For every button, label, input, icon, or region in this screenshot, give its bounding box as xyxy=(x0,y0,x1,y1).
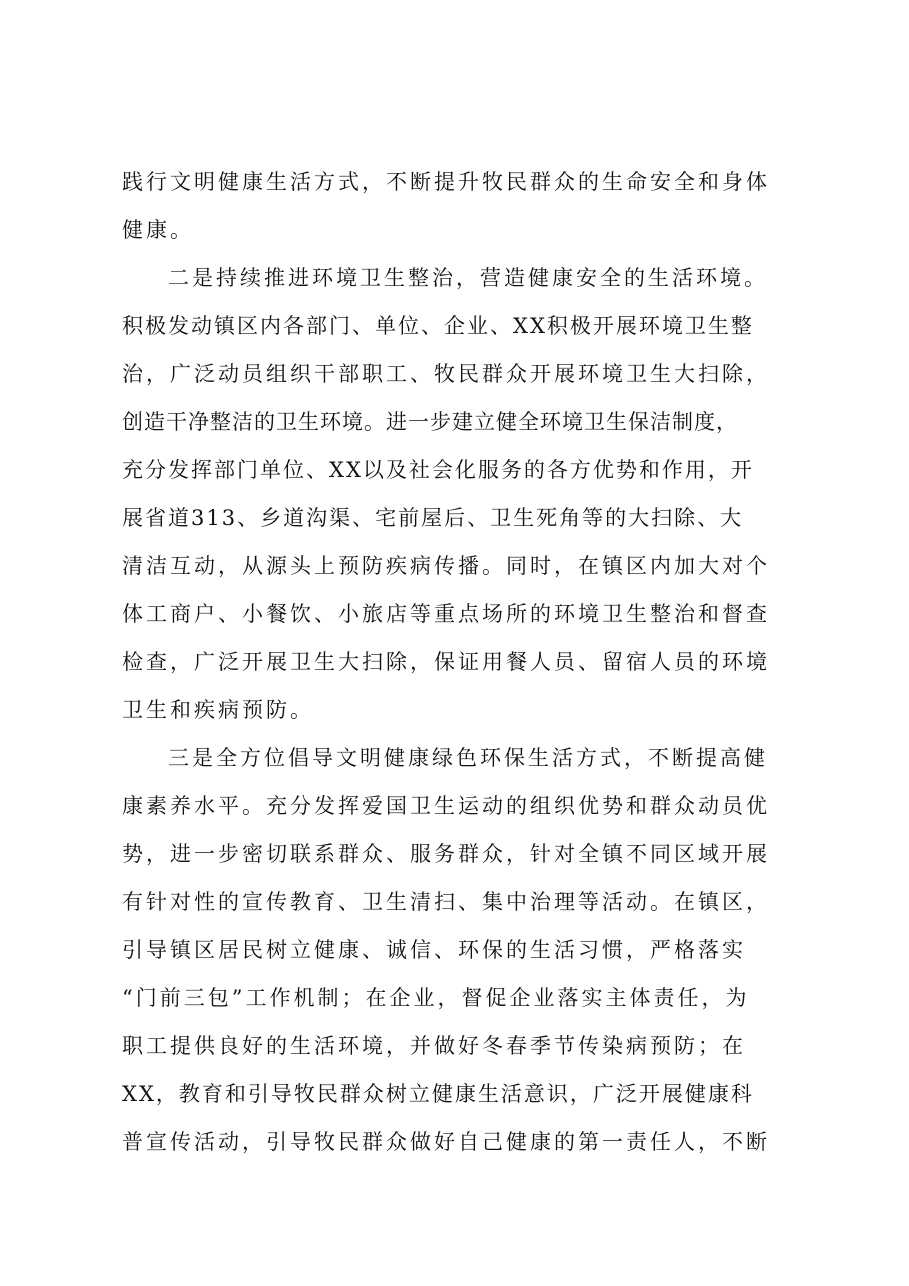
text-line: 积极发动镇区内各部门、单位、企业、XX积极开展环境卫生整 xyxy=(122,314,754,338)
text-line: 检查，广泛开展卫生大扫除，保证用餐人员、留宿人员的环境 xyxy=(122,650,770,674)
text-line: 职工提供良好的生活环境，并做好冬春季节传染病预防；在 xyxy=(122,1034,746,1058)
text-line: 清洁互动，从源头上预防疾病传播。同时，在镇区内加大对个 xyxy=(122,554,770,578)
text-line: 治，广泛动员组织干部职工、牧民群众开展环境卫生大扫除， xyxy=(122,362,770,386)
text-line: 健康。 xyxy=(122,218,194,242)
text-line: 康素养水平。充分发挥爱国卫生运动的组织优势和群众动员优 xyxy=(122,794,770,818)
text-line: 普宣传活动，引导牧民群众做好自己健康的第一责任人，不断 xyxy=(122,1130,770,1154)
text-line: XX，教育和引导牧民群众树立健康生活意识，广泛开展健康科 xyxy=(122,1082,754,1106)
text-line: 践行文明健康生活方式，不断提升牧民群众的生命安全和身体 xyxy=(122,170,770,194)
paragraph-start-line: 三是全方位倡导文明健康绿色环保生活方式，不断提高健 xyxy=(168,746,768,770)
text-line: 创造干净整洁的卫生环境。进一步建立健全环境卫生保洁制度， xyxy=(122,410,738,434)
text-line: 引导镇区居民树立健康、诚信、环保的生活习惯，严格落实 xyxy=(122,938,746,962)
text-line: 卫生和疾病预防。 xyxy=(122,698,314,722)
text-line: 有针对性的宣传教育、卫生清扫、集中治理等活动。在镇区， xyxy=(122,890,770,914)
text-line: 体工商户、小餐饮、小旅店等重点场所的环境卫生整治和督查 xyxy=(122,602,770,626)
paragraph-start-line: 二是持续推进环境卫生整治，营造健康安全的生活环境。 xyxy=(168,266,768,290)
text-line: 势，进一步密切联系群众、服务群众，针对全镇不同区域开展 xyxy=(122,842,770,866)
text-line: 展省道313、乡道沟渠、宅前屋后、卫生死角等的大扫除、大 xyxy=(122,506,744,530)
text-line: 充分发挥部门单位、XX以及社会化服务的各方优势和作用，开 xyxy=(122,458,754,482)
text-line: “门前三包”工作机制；在企业，督促企业落实主体责任，为 xyxy=(122,986,750,1010)
